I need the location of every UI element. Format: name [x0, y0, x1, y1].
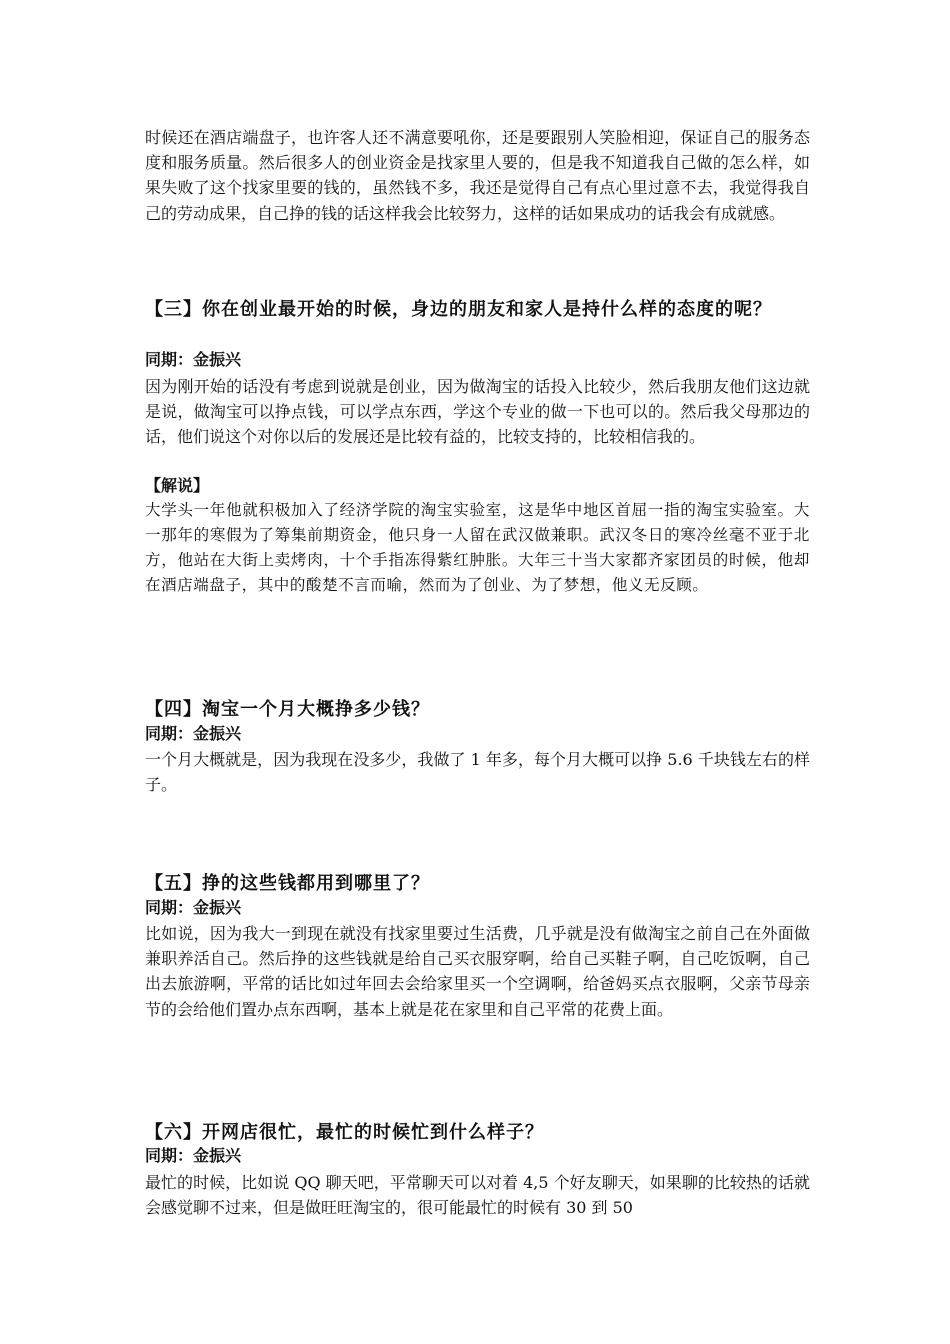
section-3-answer: 因为刚开始的话没有考虑到说就是创业，因为做淘宝的话投入比较少，然后我朋友他们这边就是说，做淘宝可以挣点钱，可以学点东西，学这个专业的做一下也可以的。然后我父母那边的话，他们说这个对你以后的发展还是比较有益的，比较支持的，比较相信我的。 [145, 377, 810, 447]
section-6-answer: 最忙的时候，比如说 QQ 聊天吧，平常聊天可以对着 4,5 个好友聊天，如果聊的比较热的话就会感觉聊不过来，但是做旺旺淘宝的，很可能最忙的时候有 30 到 50 [145, 1173, 810, 1218]
section-5-speaker: 同期：金振兴 [145, 898, 242, 917]
section-5-heading: 【五】挣的这些钱都用到哪里了？ [145, 873, 430, 894]
section-3-heading: 【三】你在创业最开始的时候，身边的朋友和家人是持什么样的态度的呢？ [145, 299, 772, 320]
section-6-heading: 【六】开网店很忙，最忙的时候忙到什么样子？ [145, 1122, 544, 1143]
section-4-heading: 【四】淘宝一个月大概挣多少钱？ [145, 699, 430, 720]
section-3-narration-label: 【解说】 [145, 476, 210, 495]
section-6-speaker: 同期：金振兴 [145, 1146, 242, 1165]
section-5-answer: 比如说，因为我大一到现在就没有找家里要过生活费，几乎就是没有做淘宝之前自己在外面做兼职养活自己。然后挣的这些钱就是给自己买衣服穿啊，给自己买鞋子啊，自己吃饭啊，自己出去旅游啊，平常的话比如过年回去会给家里买一个空调啊，给爸妈买点衣服啊，父亲节母亲节的会给他们置办点东西啊，基本上就是花在家里和自己平常的花费上面。 [145, 924, 810, 1019]
section-4-speaker: 同期：金振兴 [145, 724, 242, 743]
section-3-narration: 大学头一年他就积极加入了经济学院的淘宝实验室，这是华中地区首屈一指的淘宝实验室。大一那年的寒假为了筹集前期资金，他只身一人留在武汉做兼职。武汉冬日的寒冷丝毫不亚于北方，他站在大街上卖烤肉，十个手指冻得紫红肿胀。大年三十当大家都齐家团员的时候，他却在酒店端盘子，其中的酸楚不言而喻，然而为了创业、为了梦想，他义无反顾。 [145, 501, 810, 594]
intro-paragraph: 时候还在酒店端盘子，也许客人还不满意要吼你，还是要跟别人笑脸相迎，保证自己的服务态度和服务质量。然后很多人的创业资金是找家里人要的，但是我不知道我自己做的怎么样，如果失败了这个找家里要的钱的，虽然钱不多，我还是觉得自己有点心里过意不去，我觉得我自己的劳动成果，自己挣的钱的话这样我会比较努力，这样的话如果成功的话我会有成就感。 [145, 128, 810, 223]
section-4-answer: 一个月大概就是，因为我现在没多少，我做了 1 年多，每个月大概可以挣 5.6 千块钱左右的样子。 [145, 750, 810, 795]
section-3-speaker: 同期：金振兴 [145, 350, 242, 369]
